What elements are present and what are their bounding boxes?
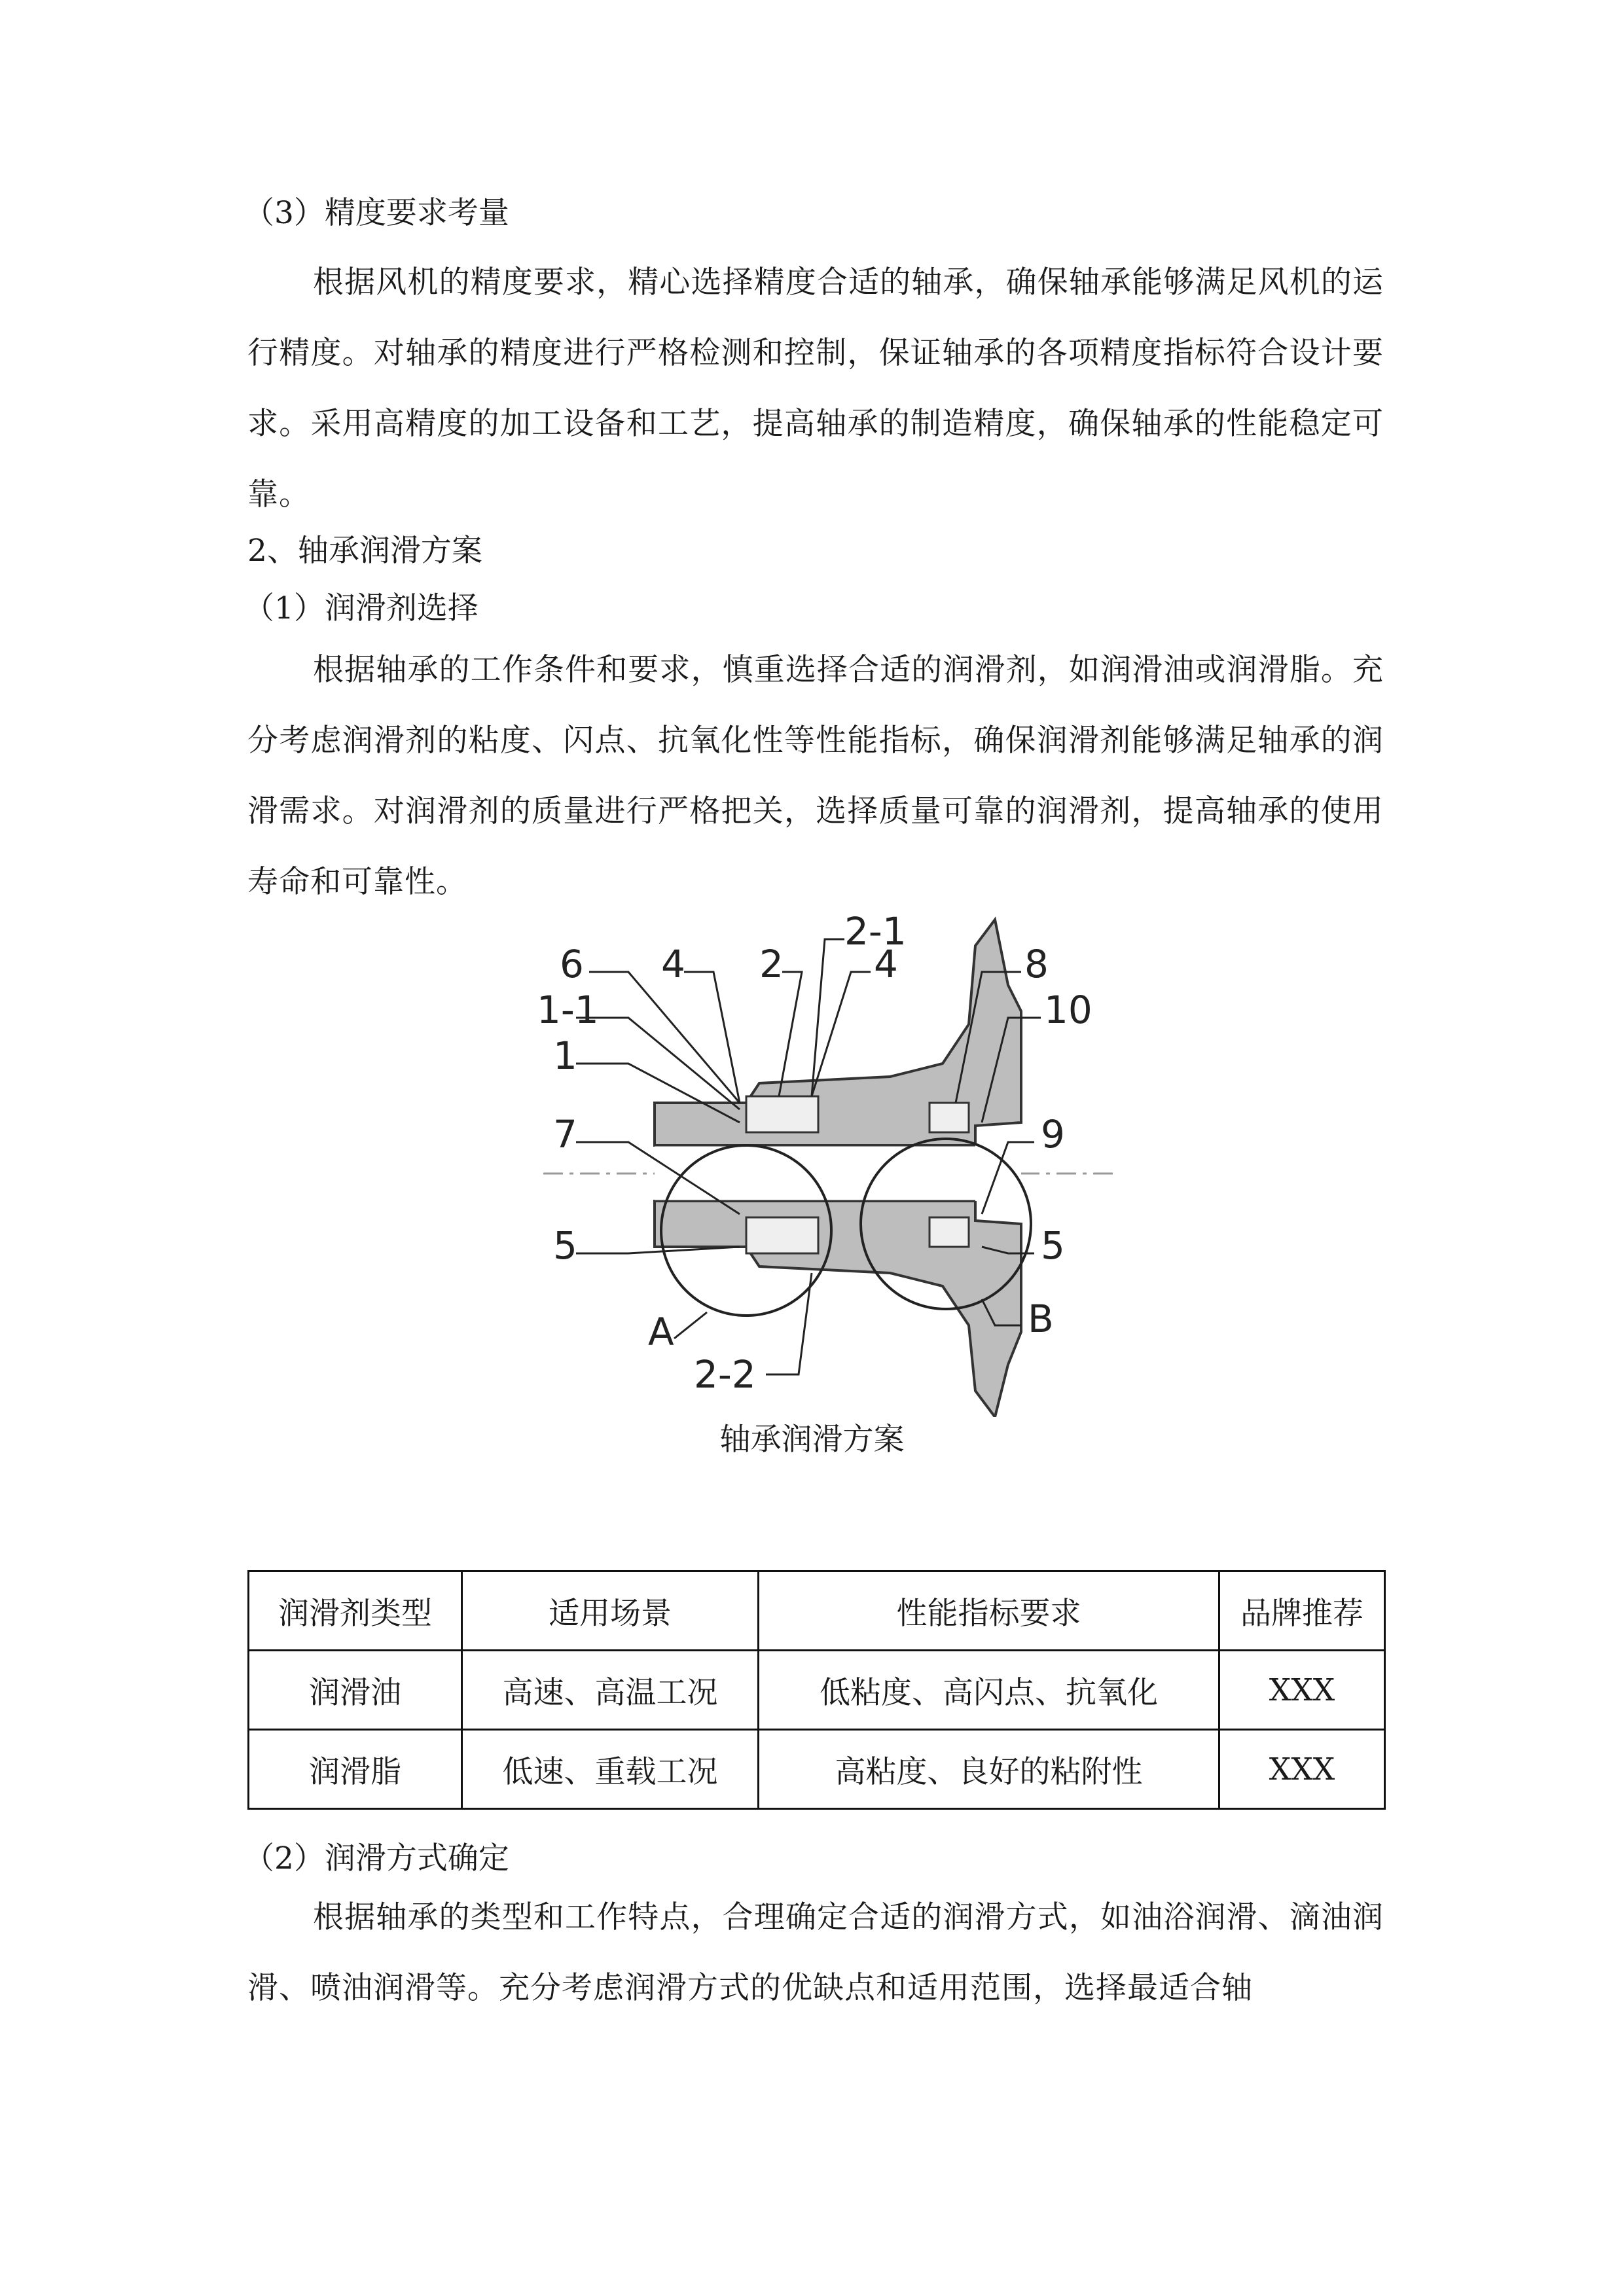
label-a: A	[648, 1310, 674, 1354]
table-cell: 润滑脂	[249, 1730, 462, 1809]
figure-caption: 轴承润滑方案	[719, 1422, 905, 1458]
label-5-left: 5	[553, 1223, 577, 1268]
label-2-2: 2-2	[694, 1352, 756, 1397]
label-2-1: 2-1	[844, 909, 907, 954]
bearing-diagram-svg	[524, 906, 1113, 1417]
table-row	[249, 1730, 1385, 1809]
bearing-roller-a-lower	[746, 1217, 818, 1253]
label-b: B	[1028, 1297, 1054, 1341]
bearing-lubrication-diagram	[524, 906, 1113, 1417]
section-3-paragraph: 根据风机的精度要求，精心选择精度合适的轴承，确保轴承能够满足风机的运行精度。对轴承的精度进行严格检测和控制，保证轴承的各项精度指标符合设计要求。采用高精度的加工设备和工艺，提高轴承的制造精度，确保轴承的性能稳定可靠。	[247, 264, 1384, 512]
chapter-2-heading: 2、轴承润滑方案	[247, 533, 482, 569]
table-row	[249, 1651, 1385, 1730]
table-header-cell: 品牌推荐	[1219, 1571, 1385, 1651]
table-cell: 高速、高温工况	[462, 1651, 759, 1730]
section-3-heading: （3）精度要求考量	[244, 195, 509, 231]
sub-1-heading: （1）润滑剂选择	[244, 590, 478, 626]
table-header-cell: 性能指标要求	[759, 1571, 1219, 1651]
lubricant-table	[247, 1570, 1386, 1810]
sub-2-paragraph: 根据轴承的类型和工作特点，合理确定合适的润滑方式，如油浴润滑、滴油润滑、喷油润滑等。充分考虑润滑方式的优缺点和适用范围，选择最适合轴	[247, 1899, 1384, 2006]
table-header-cell: 润滑剂类型	[249, 1571, 462, 1651]
table-cell: 低粘度、高闪点、抗氧化	[759, 1651, 1219, 1730]
bearing-roller-a-upper	[746, 1096, 818, 1132]
bearing-roller-b-lower	[929, 1217, 969, 1247]
table-cell: 高粘度、良好的粘附性	[759, 1730, 1219, 1809]
label-6: 6	[560, 942, 584, 986]
table-cell: XXX	[1219, 1651, 1385, 1730]
table-cell: XXX	[1219, 1730, 1385, 1809]
sub-2-heading: （2）润滑方式确定	[244, 1840, 509, 1876]
bearing-roller-b-upper	[929, 1103, 969, 1132]
table-header-row	[249, 1571, 1385, 1651]
sub-1-paragraph: 根据轴承的工作条件和要求，慎重选择合适的润滑剂，如润滑油或润滑脂。充分考虑润滑剂的粘度、闪点、抗氧化性等性能指标，确保润滑剂能够满足轴承的润滑需求。对润滑剂的质量进行严格把关，选择质量可靠的润滑剂，提高轴承的使用寿命和可靠性。	[247, 652, 1384, 900]
label-4-left: 4	[661, 942, 685, 986]
label-1: 1	[553, 1033, 577, 1078]
label-9: 9	[1041, 1112, 1065, 1157]
label-2: 2	[759, 942, 784, 986]
label-10: 10	[1044, 988, 1092, 1032]
label-4-right: 4	[874, 942, 898, 986]
label-1-1: 1-1	[537, 988, 599, 1032]
table-cell: 润滑油	[249, 1651, 462, 1730]
table-cell: 低速、重载工况	[462, 1730, 759, 1809]
label-8: 8	[1024, 942, 1049, 986]
table-header-cell: 适用场景	[462, 1571, 759, 1651]
label-7: 7	[553, 1112, 577, 1157]
label-5-right: 5	[1041, 1223, 1065, 1268]
